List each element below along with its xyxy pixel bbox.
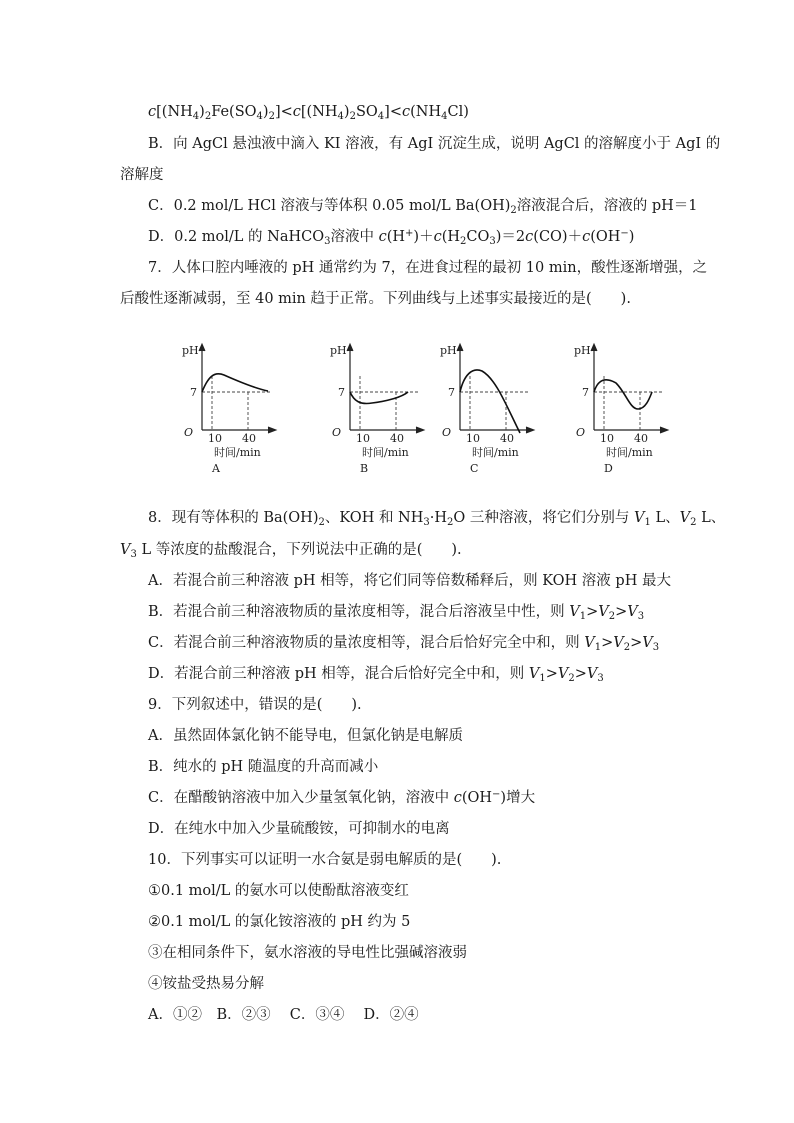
x-axis-arrow bbox=[416, 427, 424, 433]
graph-a-svg bbox=[170, 338, 280, 475]
q9-option-c: C．在醋酸钠溶液中加入少量氢氧化钠，溶液中 c(OH−)增大 bbox=[148, 789, 536, 806]
x-axis-label: 时间/min bbox=[214, 446, 261, 459]
y-axis-label: pH bbox=[182, 344, 199, 357]
ph7-label: 7 bbox=[582, 386, 589, 399]
q6-option-d: D．0.2 mol/L 的 NaHCO$_3$溶液中 $c(H^+)+c(H_2CO_3)=2c(CO)+c(OH^-)$ bbox=[148, 228, 635, 247]
q9-stem: 9．下列叙述中，错误的是( ). bbox=[148, 697, 362, 713]
q6-option-c: C．0.2 mol/L HCl 溶液与等体积 0.05 mol/L $Ba(OH)_2$溶液混合后，溶液的 pH＝1 bbox=[148, 198, 698, 216]
q8-option-a: A．若混合前三种溶液 pH 相等，将它们同等倍数稀释后，则 KOH 溶液 pH 最大 bbox=[148, 573, 671, 589]
graph-d bbox=[562, 338, 672, 475]
q10-item-1: ①0.1 mol/L 的氨水可以使酚酞溶液变红 bbox=[148, 883, 409, 899]
q7-stem-1: 7．人体口腔内唾液的 pH 通常约为 7，在进食过程的最初 10 min，酸性逐渐增强，之 bbox=[148, 260, 708, 276]
x-tick-40: 40 bbox=[634, 432, 648, 445]
graph-letter: A bbox=[212, 462, 220, 475]
q8-option-d: D．若混合前三种溶液 pH 相等，混合后恰好完全中和，则 $V_1>V_2>V_3$ bbox=[148, 666, 604, 684]
graph-letter: D bbox=[604, 462, 613, 475]
q9-option-b: B．纯水的 pH 随温度的升高而减小 bbox=[148, 759, 379, 775]
graph-c-svg bbox=[428, 338, 538, 475]
y-axis-label: pH bbox=[440, 344, 457, 357]
q7-stem-2: 后酸性逐渐减弱，至 40 min 趋于正常。下列曲线与上述事实最接近的是( ). bbox=[120, 291, 631, 307]
origin-label: O bbox=[332, 426, 342, 439]
x-tick-40: 40 bbox=[500, 432, 514, 445]
q10-stem: 10．下列事实可以证明一水合氨是弱电解质的是( ). bbox=[148, 852, 502, 868]
x-tick-10: 10 bbox=[356, 432, 370, 445]
x-axis-arrow bbox=[268, 427, 276, 433]
x-tick-40: 40 bbox=[242, 432, 256, 445]
graph-a bbox=[170, 338, 280, 475]
y-axis-arrow bbox=[457, 344, 463, 351]
ph-curve bbox=[460, 370, 520, 433]
y-axis-arrow bbox=[347, 344, 353, 351]
origin-label: O bbox=[576, 426, 586, 439]
ph-curve bbox=[594, 380, 652, 409]
q6-option-b: B．向 AgCl 悬浊液中滴入 KI 溶液，有 AgI 沉淀生成，说明 AgCl 的溶解度小于 AgI 的 bbox=[148, 136, 721, 152]
graph-d-svg bbox=[562, 338, 672, 475]
y-axis-arrow bbox=[591, 344, 597, 351]
ph7-label: 7 bbox=[190, 386, 197, 399]
y-axis-arrow bbox=[199, 344, 205, 351]
graph-letter: B bbox=[360, 462, 369, 475]
x-tick-10: 10 bbox=[600, 432, 614, 445]
x-axis-label: 时间/min bbox=[472, 446, 519, 459]
x-axis-arrow bbox=[660, 427, 668, 433]
graph-c bbox=[428, 338, 538, 475]
q6-option-b-cont: 溶解度 bbox=[120, 167, 164, 183]
y-axis-label: pH bbox=[330, 344, 347, 357]
x-tick-10: 10 bbox=[466, 432, 480, 445]
graph-letter: C bbox=[470, 462, 479, 475]
option-a-continuation: $c[(NH_4)_2Fe(SO_4)_2]<c[(NH_4)_2SO_4]<c(NH_4Cl)$ bbox=[148, 104, 469, 122]
x-tick-10: 10 bbox=[208, 432, 222, 445]
y-axis-label: pH bbox=[574, 344, 591, 357]
x-axis-arrow bbox=[526, 427, 534, 433]
q9-option-a: A．虽然固体氯化钠不能导电，但氯化钠是电解质 bbox=[148, 728, 463, 744]
q8-stem-2: $V_3$ L 等浓度的盐酸混合，下列说法中正确的是( ). bbox=[120, 542, 462, 560]
ph7-label: 7 bbox=[448, 386, 455, 399]
x-axis-label: 时间/min bbox=[362, 446, 409, 459]
q10-options: A．①② B．②③ C．③④ D．②④ bbox=[148, 1007, 419, 1023]
origin-label: O bbox=[442, 426, 452, 439]
q8-option-b: B．若混合前三种溶液物质的量浓度相等，混合后溶液呈中性，则 $V_1>V_2>V_3$ bbox=[148, 604, 645, 622]
q8-option-c: C．若混合前三种溶液物质的量浓度相等，混合后恰好完全中和，则 $V_1>V_2>V_3$ bbox=[148, 635, 660, 653]
q8-stem-1: 8．现有等体积的 $Ba(OH)_2$、KOH 和 $NH_3\cdot H_2O$ 三种溶液，将它们分别与 $V_1$ L、$V_2$ L、 bbox=[148, 510, 726, 528]
q10-item-3: ③在相同条件下，氨水溶液的导电性比强碱溶液弱 bbox=[148, 945, 467, 961]
x-axis-label: 时间/min bbox=[606, 446, 653, 459]
graph-b-svg bbox=[318, 338, 428, 475]
q9-option-d: D．在纯水中加入少量硫酸铵，可抑制水的电离 bbox=[148, 821, 450, 837]
graph-b bbox=[318, 338, 428, 475]
q10-item-4: ④铵盐受热易分解 bbox=[148, 976, 264, 992]
origin-label: O bbox=[184, 426, 194, 439]
q10-item-2: ②0.1 mol/L 的氯化铵溶液的 pH 约为 5 bbox=[148, 914, 411, 930]
x-tick-40: 40 bbox=[390, 432, 404, 445]
ph-curve bbox=[350, 392, 408, 404]
ph7-label: 7 bbox=[338, 386, 345, 399]
